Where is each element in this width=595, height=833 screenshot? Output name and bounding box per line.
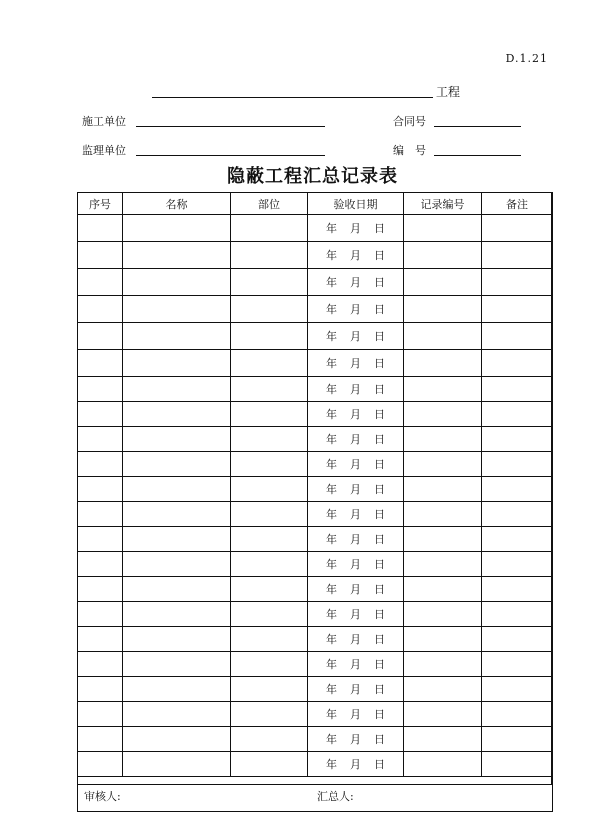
date-day-label: 日 bbox=[374, 357, 385, 370]
cell-remarks bbox=[482, 242, 553, 269]
cell-date bbox=[308, 727, 404, 752]
cell-date bbox=[308, 552, 404, 577]
table-row bbox=[78, 602, 553, 627]
cell-name bbox=[123, 627, 231, 652]
date-year-label: 年 bbox=[326, 608, 337, 621]
date-day-label: 日 bbox=[374, 658, 385, 671]
cell-date bbox=[308, 502, 404, 527]
date-day-label: 日 bbox=[374, 303, 385, 316]
table-row bbox=[78, 269, 553, 296]
cell-name bbox=[123, 702, 231, 727]
table-row bbox=[78, 350, 553, 377]
cell-location bbox=[231, 269, 308, 296]
date-year-label: 年 bbox=[326, 330, 337, 343]
cell-location bbox=[231, 727, 308, 752]
cell-remarks bbox=[482, 296, 553, 323]
cell-record-number bbox=[404, 502, 482, 527]
date-month-label: 月 bbox=[350, 249, 361, 262]
cell-record-number bbox=[404, 427, 482, 452]
date-month-label: 月 bbox=[350, 558, 361, 571]
cell-index bbox=[78, 350, 123, 377]
date-year-label: 年 bbox=[326, 583, 337, 596]
header-acceptance-date: 验收日期 bbox=[308, 193, 404, 215]
date-day-label: 日 bbox=[374, 533, 385, 546]
cell-remarks bbox=[482, 602, 553, 627]
date-day-label: 日 bbox=[374, 483, 385, 496]
table-row bbox=[78, 727, 553, 752]
table-header-row bbox=[78, 193, 553, 215]
cell-date bbox=[308, 602, 404, 627]
header-record-number: 记录编号 bbox=[404, 193, 482, 215]
cell-index bbox=[78, 627, 123, 652]
cell-record-number bbox=[404, 627, 482, 652]
date-month-label: 月 bbox=[350, 303, 361, 316]
date-day-label: 日 bbox=[374, 383, 385, 396]
cell-name bbox=[123, 752, 231, 777]
cell-location bbox=[231, 552, 308, 577]
cell-remarks bbox=[482, 727, 553, 752]
table-row bbox=[78, 242, 553, 269]
cell-date bbox=[308, 477, 404, 502]
cell-remarks bbox=[482, 350, 553, 377]
date-year-label: 年 bbox=[326, 357, 337, 370]
cell-location bbox=[231, 752, 308, 777]
cell-remarks bbox=[482, 477, 553, 502]
table-row bbox=[78, 702, 553, 727]
serial-no-line bbox=[434, 155, 521, 156]
cell-index bbox=[78, 752, 123, 777]
date-year-label: 年 bbox=[326, 633, 337, 646]
date-month-label: 月 bbox=[350, 222, 361, 235]
cell-date bbox=[308, 269, 404, 296]
cell-remarks bbox=[482, 323, 553, 350]
cell-index bbox=[78, 577, 123, 602]
cell-date bbox=[308, 452, 404, 477]
date-month-label: 月 bbox=[350, 408, 361, 421]
cell-name bbox=[123, 402, 231, 427]
cell-date bbox=[308, 677, 404, 702]
date-day-label: 日 bbox=[374, 249, 385, 262]
construction-unit-line bbox=[136, 126, 325, 127]
table-row bbox=[78, 527, 553, 552]
cell-date bbox=[308, 377, 404, 402]
cell-index bbox=[78, 402, 123, 427]
cell-remarks bbox=[482, 552, 553, 577]
cell-location bbox=[231, 350, 308, 377]
cell-location bbox=[231, 323, 308, 350]
cell-name bbox=[123, 727, 231, 752]
cell-index bbox=[78, 323, 123, 350]
cell-remarks bbox=[482, 752, 553, 777]
cell-name bbox=[123, 502, 231, 527]
cell-remarks bbox=[482, 377, 553, 402]
cell-name bbox=[123, 452, 231, 477]
date-day-label: 日 bbox=[374, 276, 385, 289]
header-location: 部位 bbox=[231, 193, 308, 215]
cell-name bbox=[123, 427, 231, 452]
cell-index bbox=[78, 427, 123, 452]
date-month-label: 月 bbox=[350, 708, 361, 721]
cell-date bbox=[308, 242, 404, 269]
date-month-label: 月 bbox=[350, 608, 361, 621]
cell-name bbox=[123, 215, 231, 242]
date-month-label: 月 bbox=[350, 508, 361, 521]
date-year-label: 年 bbox=[326, 508, 337, 521]
cell-date bbox=[308, 527, 404, 552]
cell-remarks bbox=[482, 502, 553, 527]
cell-location bbox=[231, 577, 308, 602]
cell-location bbox=[231, 702, 308, 727]
cell-remarks bbox=[482, 627, 553, 652]
cell-date bbox=[308, 752, 404, 777]
supervision-unit-line bbox=[136, 155, 325, 156]
cell-index bbox=[78, 215, 123, 242]
cell-location bbox=[231, 377, 308, 402]
table-footer-row bbox=[78, 777, 553, 812]
date-day-label: 日 bbox=[374, 758, 385, 771]
date-year-label: 年 bbox=[326, 708, 337, 721]
cell-date bbox=[308, 652, 404, 677]
cell-name bbox=[123, 242, 231, 269]
cell-index bbox=[78, 652, 123, 677]
project-suffix: 工程 bbox=[436, 85, 461, 99]
table-row bbox=[78, 215, 553, 242]
table-row bbox=[78, 477, 553, 502]
cell-record-number bbox=[404, 242, 482, 269]
cell-location bbox=[231, 215, 308, 242]
date-month-label: 月 bbox=[350, 633, 361, 646]
date-day-label: 日 bbox=[374, 733, 385, 746]
cell-record-number bbox=[404, 577, 482, 602]
cell-index bbox=[78, 242, 123, 269]
date-day-label: 日 bbox=[374, 683, 385, 696]
date-month-label: 月 bbox=[350, 458, 361, 471]
date-day-label: 日 bbox=[374, 433, 385, 446]
cell-date bbox=[308, 296, 404, 323]
date-month-label: 月 bbox=[350, 533, 361, 546]
cell-name bbox=[123, 677, 231, 702]
cell-index bbox=[78, 296, 123, 323]
cell-index bbox=[78, 552, 123, 577]
cell-remarks bbox=[482, 702, 553, 727]
header-index: 序号 bbox=[78, 193, 123, 215]
cell-location bbox=[231, 602, 308, 627]
table-row bbox=[78, 427, 553, 452]
date-year-label: 年 bbox=[326, 408, 337, 421]
cell-location bbox=[231, 296, 308, 323]
table-row bbox=[78, 627, 553, 652]
cell-location bbox=[231, 402, 308, 427]
cell-location bbox=[231, 242, 308, 269]
date-month-label: 月 bbox=[350, 758, 361, 771]
date-month-label: 月 bbox=[350, 330, 361, 343]
cell-record-number bbox=[404, 652, 482, 677]
cell-location bbox=[231, 502, 308, 527]
cell-name bbox=[123, 652, 231, 677]
cell-remarks bbox=[482, 652, 553, 677]
cell-date bbox=[308, 577, 404, 602]
date-day-label: 日 bbox=[374, 558, 385, 571]
cell-name bbox=[123, 477, 231, 502]
date-day-label: 日 bbox=[374, 633, 385, 646]
date-year-label: 年 bbox=[326, 483, 337, 496]
date-year-label: 年 bbox=[326, 458, 337, 471]
header-name: 名称 bbox=[123, 193, 231, 215]
table-row bbox=[78, 452, 553, 477]
cell-name bbox=[123, 552, 231, 577]
cell-remarks bbox=[482, 402, 553, 427]
cell-record-number bbox=[404, 677, 482, 702]
cell-index bbox=[78, 727, 123, 752]
table-row bbox=[78, 296, 553, 323]
supervision-unit-label: 监理单位 bbox=[82, 144, 126, 157]
cell-date bbox=[308, 350, 404, 377]
cell-remarks bbox=[482, 427, 553, 452]
cell-record-number bbox=[404, 752, 482, 777]
table-row bbox=[78, 502, 553, 527]
cell-name bbox=[123, 577, 231, 602]
cell-name bbox=[123, 269, 231, 296]
date-year-label: 年 bbox=[326, 658, 337, 671]
date-year-label: 年 bbox=[326, 276, 337, 289]
table-row bbox=[78, 652, 553, 677]
cell-location bbox=[231, 477, 308, 502]
cell-date bbox=[308, 702, 404, 727]
cell-name bbox=[123, 296, 231, 323]
cell-date bbox=[308, 402, 404, 427]
cell-name bbox=[123, 323, 231, 350]
cell-record-number bbox=[404, 602, 482, 627]
record-table bbox=[77, 192, 553, 812]
date-year-label: 年 bbox=[326, 433, 337, 446]
date-year-label: 年 bbox=[326, 303, 337, 316]
cell-remarks bbox=[482, 452, 553, 477]
cell-index bbox=[78, 527, 123, 552]
project-name-line bbox=[152, 97, 433, 98]
serial-no-label: 编 号 bbox=[393, 144, 426, 157]
cell-remarks bbox=[482, 577, 553, 602]
date-day-label: 日 bbox=[374, 608, 385, 621]
cell-record-number bbox=[404, 552, 482, 577]
cell-record-number bbox=[404, 269, 482, 296]
cell-remarks bbox=[482, 527, 553, 552]
header-remarks: 备注 bbox=[482, 193, 553, 215]
cell-record-number bbox=[404, 727, 482, 752]
cell-location bbox=[231, 427, 308, 452]
contract-no-label: 合同号 bbox=[393, 115, 426, 128]
cell-date bbox=[308, 323, 404, 350]
cell-index bbox=[78, 377, 123, 402]
date-month-label: 月 bbox=[350, 357, 361, 370]
cell-record-number bbox=[404, 402, 482, 427]
cell-name bbox=[123, 377, 231, 402]
construction-unit-label: 施工单位 bbox=[82, 115, 126, 128]
date-year-label: 年 bbox=[326, 758, 337, 771]
cell-index bbox=[78, 452, 123, 477]
cell-location bbox=[231, 677, 308, 702]
cell-remarks bbox=[482, 215, 553, 242]
date-day-label: 日 bbox=[374, 408, 385, 421]
cell-record-number bbox=[404, 452, 482, 477]
cell-remarks bbox=[482, 269, 553, 296]
cell-name bbox=[123, 602, 231, 627]
document-number: D.1.21 bbox=[505, 52, 548, 65]
table-row bbox=[78, 577, 553, 602]
date-year-label: 年 bbox=[326, 222, 337, 235]
cell-record-number bbox=[404, 215, 482, 242]
cell-index bbox=[78, 702, 123, 727]
cell-record-number bbox=[404, 323, 482, 350]
date-year-label: 年 bbox=[326, 733, 337, 746]
cell-index bbox=[78, 502, 123, 527]
date-day-label: 日 bbox=[374, 508, 385, 521]
table-row bbox=[78, 677, 553, 702]
table-row bbox=[78, 752, 553, 777]
table-row bbox=[78, 552, 553, 577]
cell-remarks bbox=[482, 677, 553, 702]
table-row bbox=[78, 402, 553, 427]
date-month-label: 月 bbox=[350, 658, 361, 671]
cell-name bbox=[123, 350, 231, 377]
cell-date bbox=[308, 627, 404, 652]
table-row bbox=[78, 323, 553, 350]
cell-index bbox=[78, 677, 123, 702]
cell-name bbox=[123, 527, 231, 552]
date-year-label: 年 bbox=[326, 249, 337, 262]
cell-location bbox=[231, 627, 308, 652]
cell-record-number bbox=[404, 296, 482, 323]
cell-record-number bbox=[404, 377, 482, 402]
table-row bbox=[78, 377, 553, 402]
reviewer-label: 审核人: bbox=[84, 790, 121, 803]
date-year-label: 年 bbox=[326, 533, 337, 546]
cell-record-number bbox=[404, 702, 482, 727]
cell-index bbox=[78, 602, 123, 627]
date-year-label: 年 bbox=[326, 383, 337, 396]
date-day-label: 日 bbox=[374, 330, 385, 343]
date-day-label: 日 bbox=[374, 458, 385, 471]
cell-date bbox=[308, 215, 404, 242]
page-title: 隐蔽工程汇总记录表 bbox=[227, 166, 398, 187]
date-day-label: 日 bbox=[374, 583, 385, 596]
date-month-label: 月 bbox=[350, 433, 361, 446]
cell-record-number bbox=[404, 527, 482, 552]
date-month-label: 月 bbox=[350, 733, 361, 746]
date-day-label: 日 bbox=[374, 222, 385, 235]
cell-index bbox=[78, 269, 123, 296]
date-year-label: 年 bbox=[326, 558, 337, 571]
cell-location bbox=[231, 652, 308, 677]
cell-location bbox=[231, 452, 308, 477]
cell-record-number bbox=[404, 477, 482, 502]
contract-no-line bbox=[434, 126, 521, 127]
cell-index bbox=[78, 477, 123, 502]
date-year-label: 年 bbox=[326, 683, 337, 696]
date-month-label: 月 bbox=[350, 483, 361, 496]
date-month-label: 月 bbox=[350, 383, 361, 396]
cell-record-number bbox=[404, 350, 482, 377]
cell-location bbox=[231, 527, 308, 552]
date-month-label: 月 bbox=[350, 683, 361, 696]
compiler-label: 汇总人: bbox=[317, 790, 354, 803]
date-day-label: 日 bbox=[374, 708, 385, 721]
cell-date bbox=[308, 427, 404, 452]
date-month-label: 月 bbox=[350, 276, 361, 289]
date-month-label: 月 bbox=[350, 583, 361, 596]
